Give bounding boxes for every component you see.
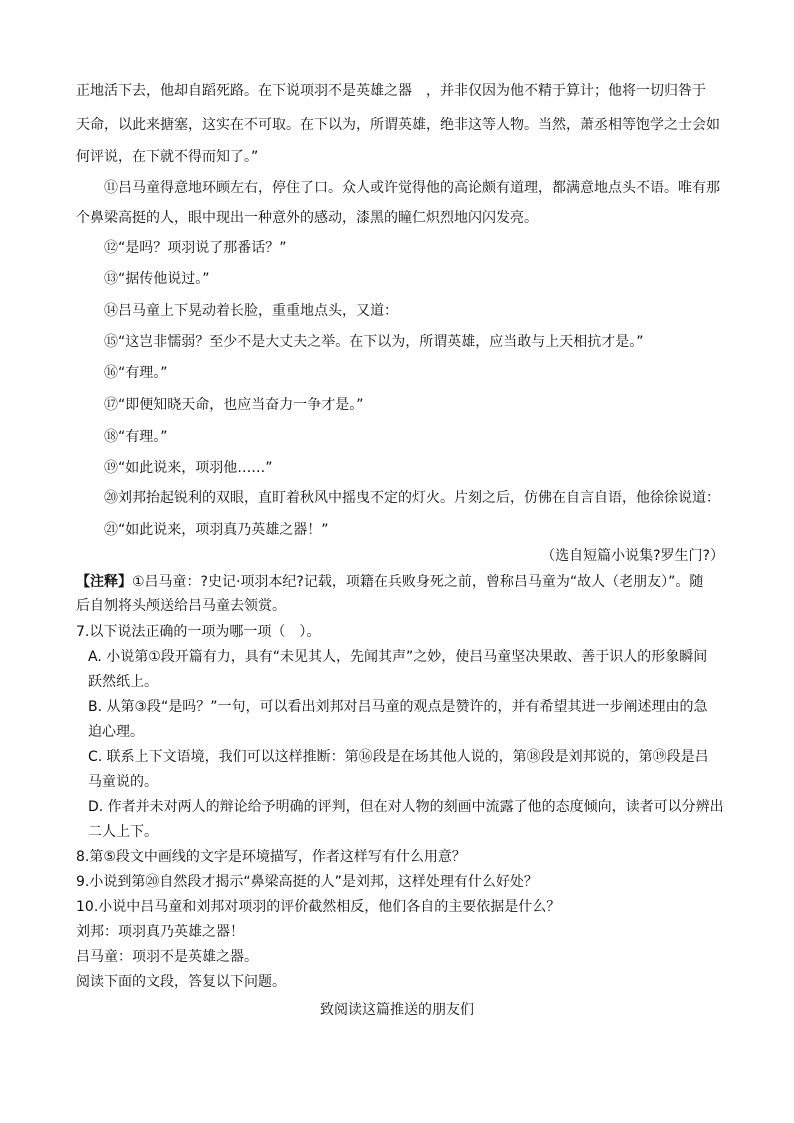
question-7-option-b-line-1: B. 从第③段“是吗？”一句，可以看出刘邦对吕马童的观点是赞许的，并有希望其进一步阐述理由的急 [88, 699, 708, 715]
paragraph-21: ㉑“如此说来，项羽真乃英雄之器！” [104, 522, 329, 538]
paragraph-20: ⑳刘邦抬起锐利的双眼，直盯着秋风中摇曳不定的灯火。片刻之后，仿佛在自言自语，他徐徐说道： [104, 490, 720, 506]
question-10: 10.小说中吕马童和刘邦对项羽的评价截然相反，他们各自的主要依据是什么？ [76, 899, 561, 915]
paragraph-13: ⑬“据传他说过。” [104, 271, 210, 287]
paragraph-17: ⑰“即便知晓天命，也应当奋力一争才是。” [104, 397, 364, 413]
question-7-option-a-line-1: A. 小说第①段开篇有力，具有“未见其人，先闻其声”之妙，使吕马童坚决果敢、善于识人的形象瞬间 [88, 649, 708, 665]
note-text-1: ①吕马童：?史记·项羽本纪?记载，项籍在兵败身死之前，曾称吕马童为“故人（老朋友）”。随 [132, 574, 704, 590]
question-7-option-a-line-2: 跃然纸上。 [88, 674, 158, 690]
paragraph-19: ⑲“如此说来，项羽他……” [104, 460, 273, 476]
story-continuation-line-3: 何评说，在下就不得而知了。” [76, 149, 259, 165]
question-7: 7.以下说法正确的一项为哪一项（ ）。 [76, 624, 321, 640]
story-continuation-line-1: 正地活下去，他却自蹈死路。在下说项羽不是英雄之器 ，并非仅因为他不精于算计；他将一切归咎于 [76, 83, 706, 99]
paragraph-15: ⑮“这岂非懦弱？至少不是大丈夫之举。在下以为，所谓英雄，应当敢与上天相抗才是。” [104, 334, 644, 350]
paragraph-14: ⑭吕马童上下晃动着长脸，重重地点头，又道： [104, 303, 398, 319]
paragraph-16: ⑯“有理。” [104, 365, 168, 381]
answer-liu-bang: 刘邦：项羽真乃英雄之器！ [76, 924, 244, 940]
question-7-option-b-line-2: 迫心理。 [88, 724, 144, 740]
question-9: 9.小说到第⑳自然段才揭示“鼻梁高挺的人”是刘邦，这样处理有什么好处？ [76, 874, 538, 890]
story-source: （选自短篇小说集?罗生门?） [541, 548, 724, 564]
question-8: 8.第⑤段文中画线的文字是环境描写，作者这样写有什么用意？ [76, 849, 466, 865]
paragraph-18: ⑱“有理。” [104, 429, 168, 445]
question-7-option-c-line-2: 马童说的。 [88, 774, 158, 790]
story-continuation-line-2: 天命，以此来搪塞，这实在不可取。在下以为，所谓英雄，绝非这等人物。当然，萧丞相等饱学之士会如 [76, 117, 720, 133]
reading-instruction: 阅读下面的文段，答复以下问题。 [76, 974, 286, 990]
paragraph-11-line-2: 个鼻梁高挺的人，眼中现出一种意外的感动，漆黑的瞳仁炽烈地闪闪发亮。 [76, 210, 538, 226]
paragraph-11-line-1: ⑪吕马童得意地环顾左右，停住了口。众人或许觉得他的高论颇有道理，都满意地点头不语。唯有那 [104, 180, 720, 196]
next-passage-title: 致阅读这篇推送的朋友们 [320, 1002, 474, 1018]
answer-lv-matong: 吕马童：项羽不是英雄之器。 [76, 949, 258, 965]
question-7-option-d-line-2: 二人上下。 [88, 824, 158, 840]
note-label: 【注释】 [76, 574, 132, 590]
paragraph-12: ⑫“是吗？项羽说了那番话？” [104, 240, 287, 256]
question-7-option-c-line-1: C. 联系上下文语境，我们可以这样推断：第⑯段是在场其他人说的，第⑱段是刘邦说的，第⑲段是吕 [88, 749, 709, 765]
question-7-option-d-line-1: D. 作者并未对两人的辩论给予明确的评判，但在对人物的刻画中流露了他的态度倾向，读者可以分辨出 [88, 799, 724, 815]
note-line-2: 后自刎将头颅送给吕马童去领赏。 [76, 598, 286, 614]
note-line-1 [76, 572, 718, 592]
